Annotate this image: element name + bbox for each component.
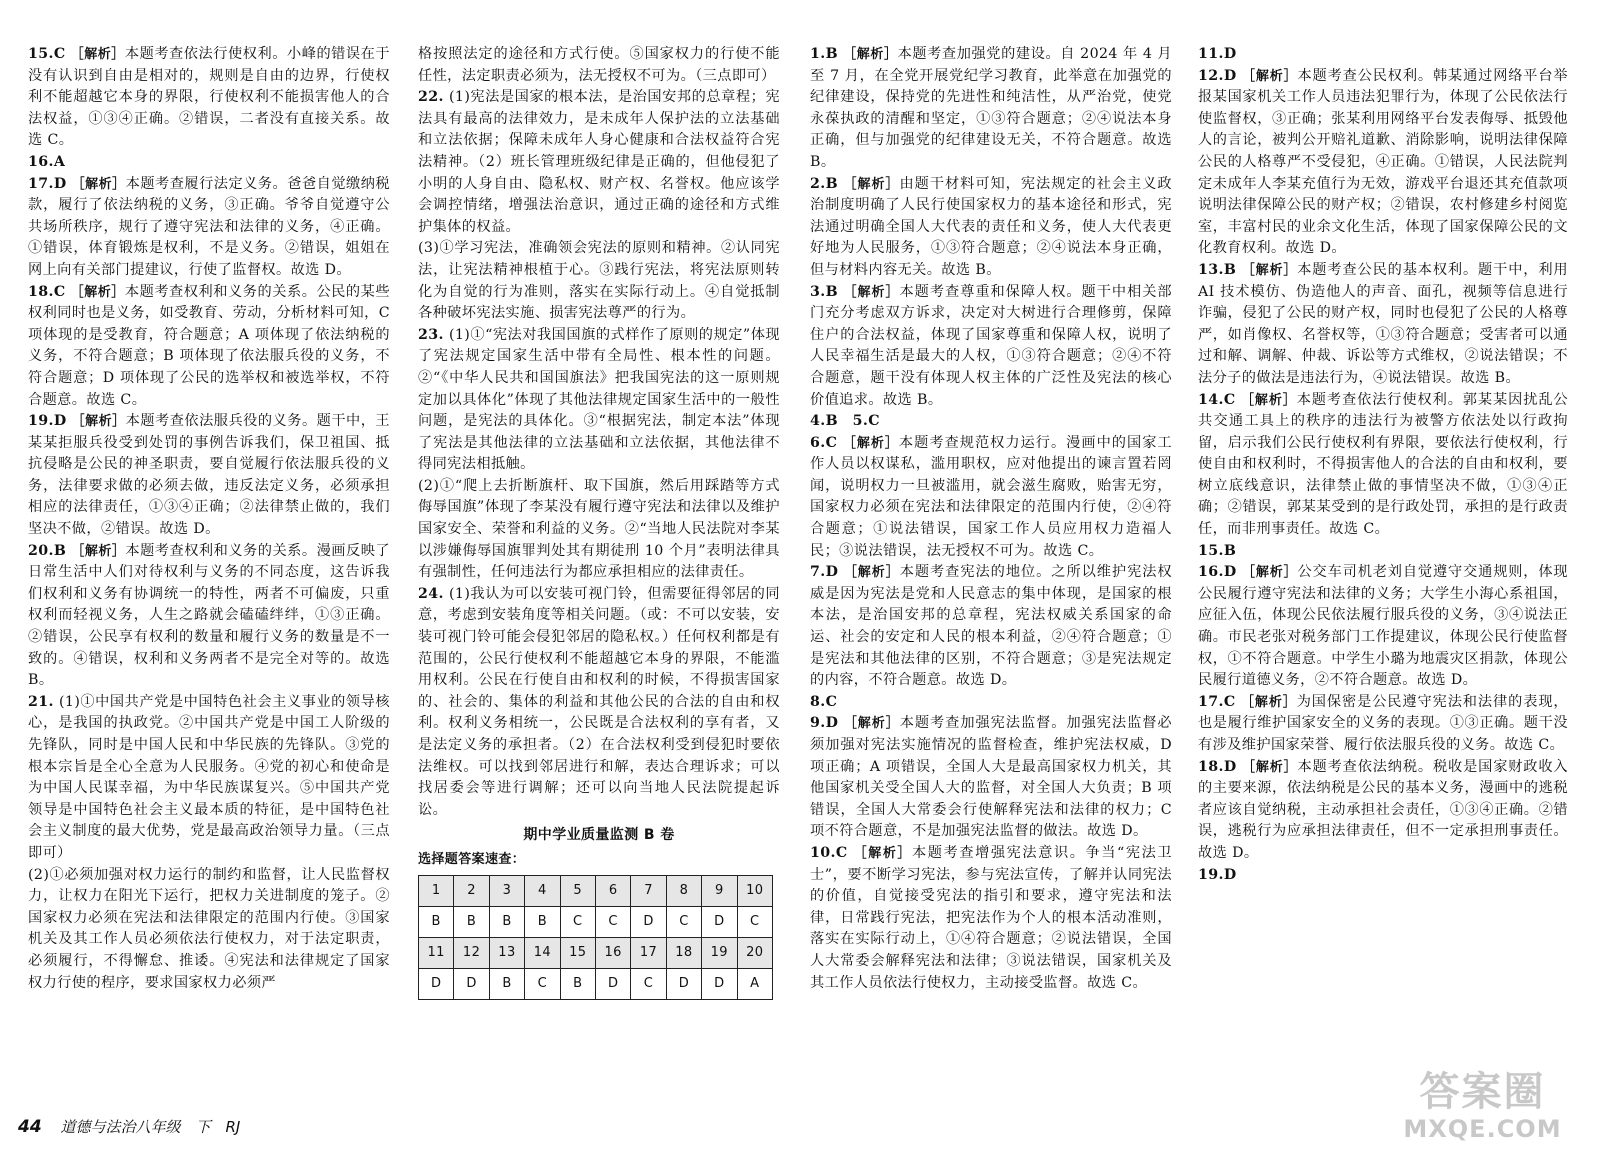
question-number-cell: 11 [419,937,454,968]
answer-text: 本题考查增强宪法意识。争当“宪法卫士”，要不断学习宪法，参与宪法宣传，了解并认同宪法的价值，自觉接受宪法的指引和要求，遵守宪法和法律，日常践行宪法，把宪法作为个人的根本活动准则，落实在实际行动上，①④符合题意；②说法错误，全国人大常委会解释宪法和法律；③说法错误，国家机关及其工作人员依法行使权力，主动接受监督。故选 C。 [810,844,1172,991]
answer-item [810,433,1172,563]
answer-item [418,476,780,584]
analysis-tag: ［解析］ [1241,68,1298,84]
answer-item [810,174,1172,282]
question-number-cell: 17 [631,937,666,968]
analysis-tag: ［解析］ [842,435,899,451]
answer-cell: B [419,906,454,937]
question-number-cell: 4 [525,875,560,906]
question-number-cell: 8 [666,875,701,906]
answer-number: 23. [418,326,444,343]
page-number: 44 [18,1117,42,1137]
question-number-cell: 10 [737,875,772,906]
answer-number: 13.B [1198,261,1237,278]
quick-check-label: 选择题答案速查： [418,851,526,867]
analysis-tag: ［解析］ [843,284,900,300]
answer-text: (1)宪法是国家的根本法，是治国安邦的总章程；宪法具有最高的法律效力，是未成年人保护法的立法基础和立法依据；保障未成年人身心健康和合法权益符合宪法精神。（2）班长管理班级纪律是正确的，但他侵犯了小明的人身自由、隐私权、财产权、名誉权。他应该学会调控情绪，增强法治意识，通过正确的途径和方式维护集体的权益。 [418,89,780,235]
answer-number: 15.C [28,46,66,62]
answer-number: 16.D [1198,564,1237,581]
answer-text: 由题干材料可知，宪法规定的社会主义政治制度明确了人民行使国家权力的基本途径和形式，宪法通过明确全国人大代表的责任和义务，使人大代表更好地为人民服务，①③符合题意；②④说法本身正确，但与材料内容无关。故选 B。 [810,175,1172,278]
answer-cell: D [631,906,666,937]
column-2 [418,44,780,1000]
analysis-tag: ［解析］ [71,176,126,192]
analysis-tag: ［解析］ [1241,694,1297,710]
column-3 [810,44,1172,994]
question-number-cell: 7 [631,875,666,906]
answer-text: 本题考查依法纳税。税收是国家财政收入的主要来源，依法纳税是公民的基本义务，漫画中的逃税者应该自觉纳税，主动承担社会责任，①③④正确。②错误，逃税行为应承担法律责任，但不一定承担刑事责任。故选 D。 [1198,758,1569,861]
answer-item [28,152,390,174]
answer-number: 17.C [1198,693,1236,710]
analysis-tag: ［解析］ [853,845,913,861]
answer-row [419,968,773,999]
analysis-tag: ［解析］ [1241,565,1298,581]
answer-item [418,584,780,822]
answer-text: (1)①中国共产党是中国特色社会主义事业的领导核心，是我国的执政党。②中国共产党是中国工人阶级的先锋队，同时是中国人民和中华民族的先锋队。③党的根本宗旨是全心全意为人民服务。④党的初心和使命是为中国人民谋幸福，为中华民族谋复兴。⑤中国共产党领导是中国特色社会主义最本质的特征，是中国特色社会主义制度的最大优势，党是最高政治领导力量。（三点即可） [28,693,390,861]
answer-text: (3)①学习宪法，准确领会宪法的原则和精神。②认同宪法，让宪法精神根植于心。③践行宪法，将宪法原则转化为自觉的行为准则，落实在实际行动上。④自觉抵制各种破坏宪法实施、损害宪法尊严的行为。 [418,240,780,322]
analysis-tag: ［解析］ [71,414,126,430]
answer-number: 9.D [810,715,839,732]
question-number-cell: 14 [525,937,560,968]
answer-text: 公交车司机老刘自觉遵守交通规则，体现公民履行遵守宪法和法律的义务；大学生小海心系祖国，应征入伍，体现公民依法履行服兵役的义务，③④说法正确。市民老张对税务部门工作提建议，体现公民行使监督权，①不符合题意。中学生小璐为地震灾区捐款，体现公民履行道德义务，②不符合题意。故选 D。 [1198,564,1569,689]
answer-item [1198,692,1568,757]
analysis-tag: ［解析］ [1241,759,1298,775]
answer-number: 14.C [1198,391,1236,408]
answer-item [1198,541,1568,563]
answer-cell: B [560,968,595,999]
column-4 [1198,44,1568,886]
question-number-cell: 16 [595,937,630,968]
question-number-cell: 13 [489,937,524,968]
answer-number: 19.D [28,413,67,430]
answer-item [810,44,1172,174]
analysis-tag: ［解析］ [843,565,900,581]
answer-text: (2)①“爬上去折断旗杆、取下国旗，然后用踩踏等方式侮辱国旗”体现了李某没有履行遵守宪法和法律以及维护国家安全、荣誉和利益的义务。②“当地人民法院对李某以涉嫌侮辱国旗罪判处其有期徒刑 10 个月”表明法律具有强制性，任何违法行为都应承担相应的法律责任。 [418,477,780,581]
book-title: 道德与法治八年级 下 RJ [60,1118,241,1136]
question-number-cell: 12 [454,937,489,968]
answer-cell: D [702,906,737,937]
question-number-cell: 3 [489,875,524,906]
answer-number: 11.D [1198,46,1237,62]
answer-cell: D [454,968,489,999]
answer-number: 21. [28,693,54,710]
answer-text: 本题考查规范权力运行。漫画中的国家工作人员以权谋私，滥用职权，应对他提出的谏言置若罔闻，说明权力一旦被滥用，就会滋生腐败，贻害无穷，国家权力必须在宪法和法律限定的范围内行使，②④符合题意；①说法错误，国家工作人员应用权力造福人民；③说法错误，法无授权不可为。故选 C。 [810,434,1172,559]
answer-cell: B [525,906,560,937]
answer-cell: D [702,968,737,999]
answer-number: 18.D [1198,758,1237,775]
answer-text: 本题考查权利和义务的关系。公民的某些权利同时也是义务，如受教育、劳动，分析材料可知，C 项体现的是受教育，符合题意；A 项体现了依法纳税的义务，不符合题意；B 项体现了依法服兵役的义务，不符合题意；D 项体现了公民的选举权和被选举权，不符合题意。故选 C。 [28,283,390,408]
question-number-cell: 18 [666,937,701,968]
question-number-row [419,875,773,906]
question-number-cell: 20 [737,937,772,968]
question-number-cell: 1 [419,875,454,906]
answer-text: 本题考查权利和义务的关系。漫画反映了日常生活中人们对待权利与义务的不同态度，这告诉我们权利和义务有协调统一的特性，两者不可偏废，只重权利而轻视义务，人生之路就会磕磕绊绊，①③正确。②错误，公民享有权利的数量和履行义务的数量是不一致的。④错误，权利和义务两者不是完全对等的。故选 B。 [28,542,390,689]
answer-text: 本题考查履行法定义务。爸爸自觉缴纳税款，履行了依法纳税的义务，③正确。爷爷自觉遵守公共场所秩序，规行了遵守宪法和法律的义务，④正确。①错误，体育锻炼是权利，不是义务。②错误，姐姐在网上向有关部门提建议，行使了监督权。故选 D。 [28,175,390,278]
answer-text: 为国保密是公民遵守宪法和法律的表现，也是履行维护国家安全的义务的表现。①③正确。题干没有涉及维护国家荣誉、履行依法服兵役的义务。故选 C。 [1198,693,1569,753]
answer-cell: C [560,906,595,937]
answer-item [418,325,780,476]
answer-cell: D [595,968,630,999]
analysis-tag: ［解析］ [1241,262,1298,278]
question-number-cell: 9 [702,875,737,906]
answer-number: 6.C [810,434,838,451]
answer-number: 10.C [810,844,848,861]
answer-item [1198,865,1568,887]
answer-cell: D [419,968,454,999]
watermark-logo [1375,1069,1590,1151]
analysis-tag: ［解析］ [71,543,126,559]
answer-item [418,44,780,87]
answer-text: (2)①必须加强对权力运行的制约和监督，让人民监督权力，让权力在阳光下运行，把权力关进制度的笼子。②国家权力必须在宪法和法律限定的范围内行使。③国家机关及其工作人员必须依法行使权力，对于法定职责，必须履行，不得懈怠、推诿。④宪法和法律规定了国家权力行使的程序，要求国家权力必须严 [28,866,390,991]
answer-number: 16.A [28,153,66,170]
answer-number: 20.B [28,542,67,559]
question-number-cell: 2 [454,875,489,906]
answer-number: 22. [418,89,444,106]
question-number-row [419,937,773,968]
answer-key-table [418,875,773,1000]
analysis-tag: ［解析］ [70,284,125,300]
answer-item [28,411,390,541]
answer-cell: C [631,968,666,999]
answer-number: 4.B 5.C [810,413,880,430]
answer-item [810,282,1172,412]
answer-item [28,44,390,152]
answer-cell: C [595,906,630,937]
answer-text: (1)我认为可以安装可视门铃，但需要征得邻居的同意，考虑到安装角度等相关问题。（或：不可以安装，安装可视门铃可能会侵犯邻居的隐私权。）任何权利都是有范围的，公民行使权利不能超越它本身的界限，不能滥用权利。公民在行使自由和权利的时候，不得损害国家的、社会的、集体的利益和其他公民的合法的自由和权利。权利义务相统一，公民既是合法权利的享有者，又是法定义务的承担者。（2）在合法权利受到侵犯时要依法维权。可以找到邻居进行和解，表达合理诉求；可以找居委会等进行调解；还可以向当地人民法院提起诉讼。 [418,585,780,818]
answer-text: (1)①“宪法对我国国旗的式样作了原则的规定”体现了宪法规定国家生活中带有全局性、根本性的问题。②“《中华人民共和国国旗法》把我国宪法的这一原则规定加以具体化”体现了其他法律规定国家生活中的一般性问题，是宪法的具体化。③“根据宪法，制定本法”体现了宪法是其他法律的立法基础和立法依据，其他法律不得同宪法相抵触。 [418,326,780,473]
answer-cell: B [454,906,489,937]
answer-cell: C [666,906,701,937]
answer-number: 3.B [810,283,839,300]
page-footer [18,1116,240,1137]
analysis-tag: ［解析］ [843,716,900,732]
answer-item [1198,757,1568,865]
answer-item [28,865,390,995]
answer-cell: B [489,968,524,999]
answer-text: 本题考查加强党的建设。自 2024 年 4 月至 7 月，在全党开展党纪学习教育，此举意在加强党的纪律建设，保持党的先进性和纯洁性，从严治党，使党永葆执政的清醒和坚定，①③符合题意；②④说法本身正确，但与加强党的纪律建设无关，不符合题意。故选 B。 [810,46,1173,170]
column-1 [28,44,390,994]
answer-item [1198,44,1568,66]
answer-cell: B [489,906,524,937]
answer-number: 15.B [1198,542,1237,559]
answer-number: 2.B [810,175,839,192]
answer-item [28,174,390,282]
answer-cell: A [737,968,772,999]
answer-number: 24. [418,585,444,602]
answer-number: 18.C [28,283,66,300]
answer-item [1198,260,1568,390]
answer-item [1198,390,1568,541]
answer-text: 本题考查依法行使权利。小峰的错误在于没有认识到自由是相对的，规则是自由的边界，行使权利不能超越它本身的界限，行使权利不能损害他人的合法权益，①③④正确。②错误，二者没有直接关系。故选 C。 [28,46,390,149]
answer-text: 本题考查依法服兵役的义务。题干中，王某某拒服兵役受到处罚的事例告诉我们，保卫祖国、抵抗侵略是公民的神圣职责，要自觉履行依法服兵役的义务，法律要求做的必须去做，违反法定义务，必须承担相应的法律责任，①③④正确；②法律禁止做的，我们坚决不做，②错误。故选 D。 [28,413,390,538]
watermark-url: MXQE.COM [1403,1115,1562,1143]
answer-item [28,282,390,412]
answer-text: 本题考查宪法的地位。之所以维护宪法权威是因为宪法是党和人民意志的集中体现，是国家的根本法，是治国安邦的总章程，宪法权威关系国家的命运、社会的安定和人民的根本利益，②④符合题意；①是宪法和其他法律的区别，不符合题意；③是宪法规定的内容，不符合题意。故选 D。 [810,564,1172,689]
answer-number: 12.D [1198,67,1237,84]
watermark-logo-text: 答案圈 [1419,1069,1546,1115]
answer-item [810,843,1172,994]
answer-number: 7.D [810,564,839,581]
analysis-tag: ［解析］ [843,47,898,62]
answer-item [810,562,1172,692]
answer-text: 本题考查尊重和保障人权。题干中相关部门充分考虑双方诉求，决定对大树进行合理修剪，保障住户的合法权益，体现了国家尊重和保障人权，说明了人民幸福生活是最大的人权，①③符合题意；②④不符合题意，题干没有体现人权主体的广泛性及宪法的核心价值追求。故选 B。 [810,283,1172,408]
answer-item [28,692,390,865]
answer-cell: C [525,968,560,999]
answer-item [28,541,390,692]
answer-item [810,411,1172,433]
analysis-tag: ［解析］ [70,47,125,62]
answer-number: 19.D [1198,866,1237,883]
answer-row [419,906,773,937]
answer-number: 1.B [810,46,839,62]
answer-cell: C [737,906,772,937]
answer-item [418,238,780,324]
answer-item [1198,66,1568,260]
question-number-cell: 15 [560,937,595,968]
analysis-tag: ［解析］ [843,176,900,192]
answer-item [810,692,1172,714]
question-number-cell: 6 [595,875,630,906]
answer-number: 8.C [810,693,838,710]
answer-text: 本题考查公民权利。韩某通过网络平台举报某国家机关工作人员违法犯罪行为，体现了公民依法行使监督权，③正确；张某利用网络平台发表侮辱、抵毁他人的言论，被判公开赔礼道歉、消除影响，说明法律保障公民的人格尊严不受侵犯，④正确。①错误，人民法院判定未成年人李某充值行为无效，游戏平台退还其充值款项说明法律保障公民的财产权；②错误，农村修建乡村阅览室，丰富村民的业余文化生活，体现了国家保障公民的文化教育权利。故选 D。 [1198,67,1569,257]
answer-item [810,713,1172,843]
answer-text: 本题考查公民的基本权利。题干中，利用 AI 技术模仿、伪造他人的声音、面孔，视频等信息进行诈骗，侵犯了公民的财产权，同时也侵犯了公民的人格尊严，如肖像权、名誉权等，①③符合题意；受害者可以通过和解、调解、仲裁、诉讼等方式维权，②说法错误；不法分子的做法是违法行为，④说法错误。故选 B。 [1198,261,1568,386]
question-number-cell: 5 [560,875,595,906]
answer-cell: D [666,968,701,999]
analysis-tag: ［解析］ [1241,392,1297,408]
answer-number: 17.D [28,175,67,192]
section-title: 期中学业质量监测 B 卷 [523,827,675,844]
answer-item [1198,562,1568,692]
answer-text: 本题考查加强宪法监督。加强宪法监督必须加强对宪法实施情况的监督检查，维护宪法权威，D 项正确；A 项错误，全国人大是最高国家权力机关，其他国家机关受全国人大的监督，对全国人大负责；B 项错误，全国人大常委会行使解释宪法和法律的权力；C 项不符合题意，不是加强宪法监督的做法。故选 D。 [810,715,1172,840]
answer-text: 本题考查依法行使权利。郭某某因扰乱公共交通工具上的秩序的违法行为被警方依法处以行政拘留，启示我们公民行使权利有界限，要依法行使权利，行使自由和权利时，不得损害他人的合法的自由和权利，要树立底线意识，法律禁止做的事情坚决不做，①③④正确；②错误，郭某某受到的是行政处罚，承担的是行政责任，而非刑事责任。故选 C。 [1198,391,1569,538]
answer-item [418,87,780,238]
answer-text: 格按照法定的途径和方式行使。⑤国家权力的行使不能任性，法定职责必须为，法无授权不可为。（三点即可） [418,46,780,84]
question-number-cell: 19 [702,937,737,968]
